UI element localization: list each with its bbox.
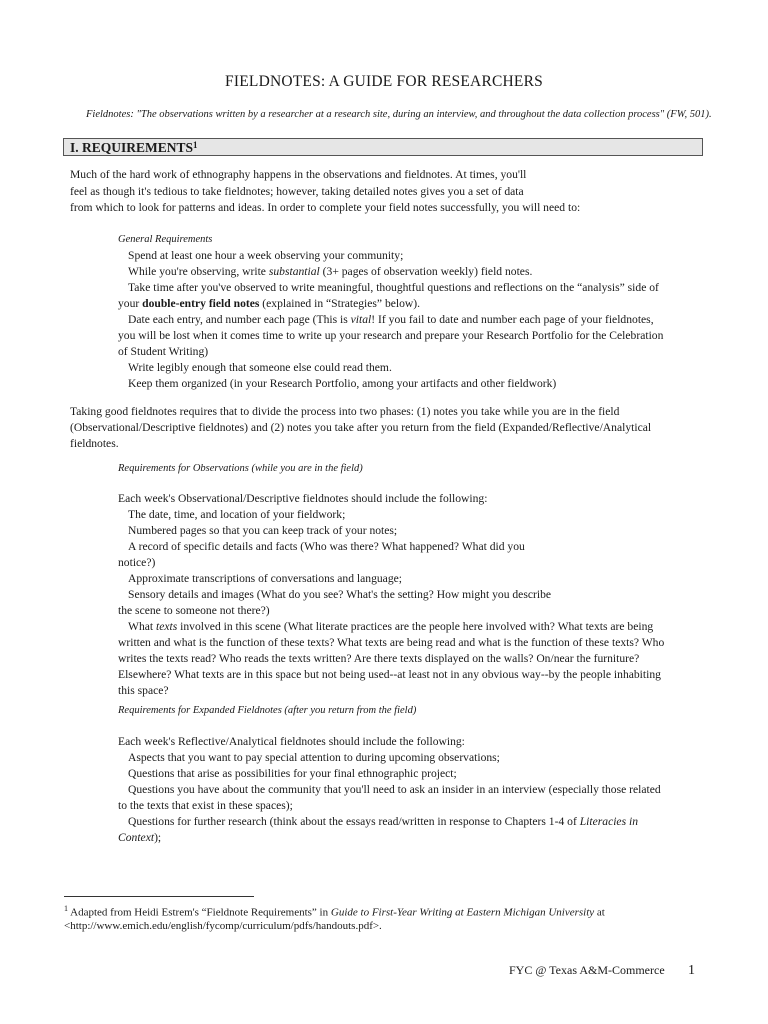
page-footer: FYC @ Texas A&M-Commerce <box>509 963 665 977</box>
obs-item-6-cont-4: this space? <box>118 684 169 697</box>
fieldnotes-definition: Fieldnotes: "The observations written by a researcher at a research site, during an interview, and throughout the data collection process" (FW, 501). <box>86 109 712 120</box>
obs-item-5-cont: the scene to someone not there?) <box>118 604 270 617</box>
intro-line-2: feel as though it's tedious to take fieldnotes; however, taking detailed notes gives you a set of data <box>70 185 524 198</box>
obs-item-3: A record of specific details and facts (Who was there? What happened? What did you <box>128 540 525 553</box>
phases-line-1: Taking good fieldnotes requires that to divide the process into two phases: (1) notes you take while you are in the field <box>70 405 620 418</box>
general-item-4: Date each entry, and number each page (This is vital! If you fail to date and number each page of your fieldnotes, <box>128 313 654 326</box>
document-title: FIELDNOTES: A GUIDE FOR RESEARCHERS <box>225 73 543 90</box>
obs-item-5: Sensory details and images (What do you see? What's the setting? How might you describe <box>128 588 552 601</box>
footnote-ref: 1 <box>193 140 198 150</box>
general-item-3-cont: your double-entry field notes (explained in “Strategies” below). <box>118 297 421 310</box>
general-item-5: Write legibly enough that someone else could read them. <box>128 361 392 374</box>
footnote-line-1: $^1$ Adapted from Heidi Estrem's “Fieldnote Requirements” in Guide to First-Year Writing at Eastern Michigan University at <box>64 904 605 919</box>
intro-line-1: Much of the hard work of ethnography happens in the observations and fieldnotes. At times, you'll <box>70 168 527 181</box>
observations-lead: Each week's Observational/Descriptive fieldnotes should include the following: <box>118 492 488 505</box>
exp-item-3: Questions you have about the community that you'll need to ask an insider in an interview (especially those related <box>128 783 661 796</box>
observations-heading: Requirements for Observations (while you are in the field) <box>118 463 363 474</box>
footnote-rule <box>64 896 254 897</box>
obs-item-6-cont-2: writes the texts read? Who reads the texts written? Are there texts displayed on the walls? On/near the furniture? <box>118 652 640 665</box>
general-item-3: Take time after you've observed to write meaningful, thoughtful questions and reflections on the “analysis” side of <box>128 281 659 294</box>
general-item-2: While you're observing, write substantial (3+ pages of observation weekly) field notes. <box>128 265 533 278</box>
obs-item-6-cont-1: written and what is the function of these texts? What texts are being read and what is the function of these texts? Who <box>118 636 665 649</box>
obs-item-6: What texts involved in this scene (What literate practices are the people here involved with? What texts are being <box>128 620 654 633</box>
page-number: 1 <box>688 963 695 978</box>
obs-item-6-cont-3: Elsewhere? What texts are in this space but not being used--at least not in any obvious way--by the people inhabiting <box>118 668 661 681</box>
exp-item-2: Questions that arise as possibilities for your final ethnographic project; <box>128 767 457 780</box>
general-item-4-cont: you will be lost when it comes time to write up your research and prepare your Research Portfolio for the Celebration <box>118 329 664 342</box>
general-item-6: Keep them organized (in your Research Portfolio, among your artifacts and other fieldwork) <box>128 377 557 390</box>
obs-item-4: Approximate transcriptions of conversations and language; <box>128 572 402 585</box>
exp-item-1: Aspects that you want to pay special attention to during upcoming observations; <box>128 751 500 764</box>
obs-item-1: The date, time, and location of your fieldwork; <box>128 508 346 521</box>
intro-line-3: from which to look for patterns and ideas. In order to complete your field notes successfully, you will need to: <box>70 201 581 214</box>
expanded-heading: Requirements for Expanded Fieldnotes (after you return from the field) <box>118 705 417 716</box>
obs-item-2: Numbered pages so that you can keep track of your notes; <box>128 524 398 537</box>
phases-line-3: fieldnotes. <box>70 437 119 450</box>
footnote-line-2: <http://www.emich.edu/english/fycomp/curriculum/pdfs/handouts.pdf>. <box>64 920 382 932</box>
exp-item-3-cont: to the texts that exist in these spaces); <box>118 799 293 812</box>
phases-line-2: (Observational/Descriptive fieldnotes) and (2) notes you take after you return from the field (Expanded/Reflective/Analytical <box>70 421 652 434</box>
exp-item-4-cont: Context); <box>118 831 162 844</box>
general-item-4-cont2: of Student Writing) <box>118 345 209 358</box>
exp-item-4: Questions for further research (think about the essays read/written in response to Chapters 1-4 of Literacies in <box>128 815 639 828</box>
expanded-lead: Each week's Reflective/Analytical fieldnotes should include the following: <box>118 735 465 748</box>
general-requirements-heading: General Requirements <box>118 234 213 245</box>
section-heading-requirements: I. REQUIREMENTS$^1$ <box>63 138 703 156</box>
obs-item-3-cont: notice?) <box>118 556 156 569</box>
general-item-1: Spend at least one hour a week observing your community; <box>128 249 404 262</box>
